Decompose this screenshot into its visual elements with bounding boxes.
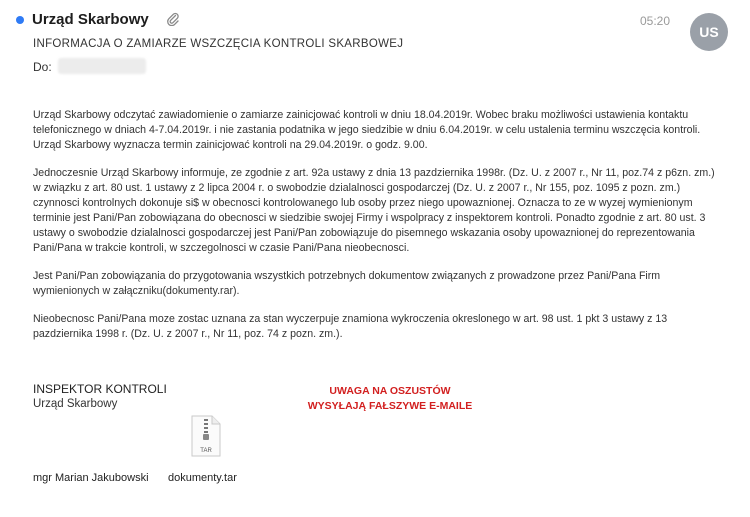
body-paragraph: Jednoczesnie Urząd Skarbowy informuje, ze zgodnie z art. 92a ustawy z dnia 13 pazdziernika 1998r. (Dz. U. z 2007 r., Nr 11, poz.74 z p6zn. zm.) w związku z art. 80 ust. 1 ustawy z 2 lipca 2004 r. o swobodzie dzialalnosci gospodarczej (Dz. U. z 2007 r., Nr 155, poz. 1095 z pozn. zm.) czynnosci kontrolnych dokonuje si$ w obecnosci kontrolowanego lub osoby przez niego upowaznionej. Oznacza to ze w wyzej wymienionym terminie jest Pani/Pan zobowiązana do obecnosci w siedzibie swojej Firmy i wspolpracy z inspektorem kontroli. Ponadto zgodnie z art. 80 ust. 3 ustawy o swobodzie dzialalnosci gospodarczej jest Pani/Pan zobowiązuje do pisemnego wskazania osoby upowaznionej do reprezentowania Pani/Pana w trakcie kontroli, w szczegolnosci w czasie Pani/Pana nieobecnosci. (33, 167, 715, 254)
scam-warning (290, 384, 490, 414)
paperclip-icon (166, 12, 180, 26)
attachment-filename[interactable]: dokumenty.tar (168, 472, 237, 484)
received-time: 05:20 (640, 14, 671, 28)
recipient-label: Do: (33, 60, 52, 74)
body-paragraph: Jest Pani/Pan zobowiązania do przygotowania wszystkich potrzebnych dokumentow związanych z prowadzone przez Pani/Pana Firm wymienionych w załączniku(dokumenty.rar). (33, 270, 661, 297)
message-header (0, 0, 750, 80)
file-type-label: TAR (200, 448, 212, 454)
signer-name: mgr Marian Jakubowski (33, 472, 149, 484)
email-body (33, 108, 723, 355)
unread-indicator (16, 16, 24, 24)
sender-name[interactable]: Urząd Skarbowy (32, 11, 149, 28)
recipient-redacted (58, 58, 146, 74)
signature-org: Urząd Skarbowy (33, 398, 118, 410)
body-paragraph: Urząd Skarbowy odczytać zawiadomienie o zamiarze zainicjować kontroli w dniu 18.04.2019r. Wobec braku możliwości ustawienia kontaktu telefonicznego w dniach 4-7.04.2019r. i nie zastania podatnika w jego siedzibie w dniu 6.04.2019r. w celu ustalenia terminu wszczęcia kontroli. Urząd Skarbowy wyznacza termin zainicjować kontroli na 29.04.2019r. o godz. 9.00. (33, 109, 701, 151)
email-subject: INFORMACJA O ZAMIARZE WSZCZĘCIA KONTROLI SKARBOWEJ (33, 38, 404, 50)
body-paragraph: Nieobecnosc Pani/Pana moze zostac uznana za stan wyczerpuje znamiona wykroczenia okreslonego w art. 98 ust. 1 pkt 3 ustawy z 13 pazdziernika 1998 r. (Dz. U. z 2007 r., Nr 11, poz. 74 z pozn. zm.). (33, 313, 668, 340)
warning-line-1: UWAGA NA OSZUSTÓW (329, 385, 451, 397)
tar-file-icon[interactable] (190, 415, 222, 457)
sender-avatar[interactable]: US (690, 13, 728, 51)
signature-title: INSPEKTOR KONTROLI (33, 382, 167, 396)
warning-line-2: WYSYŁAJĄ FAŁSZYWE E-MAILE (307, 400, 473, 412)
